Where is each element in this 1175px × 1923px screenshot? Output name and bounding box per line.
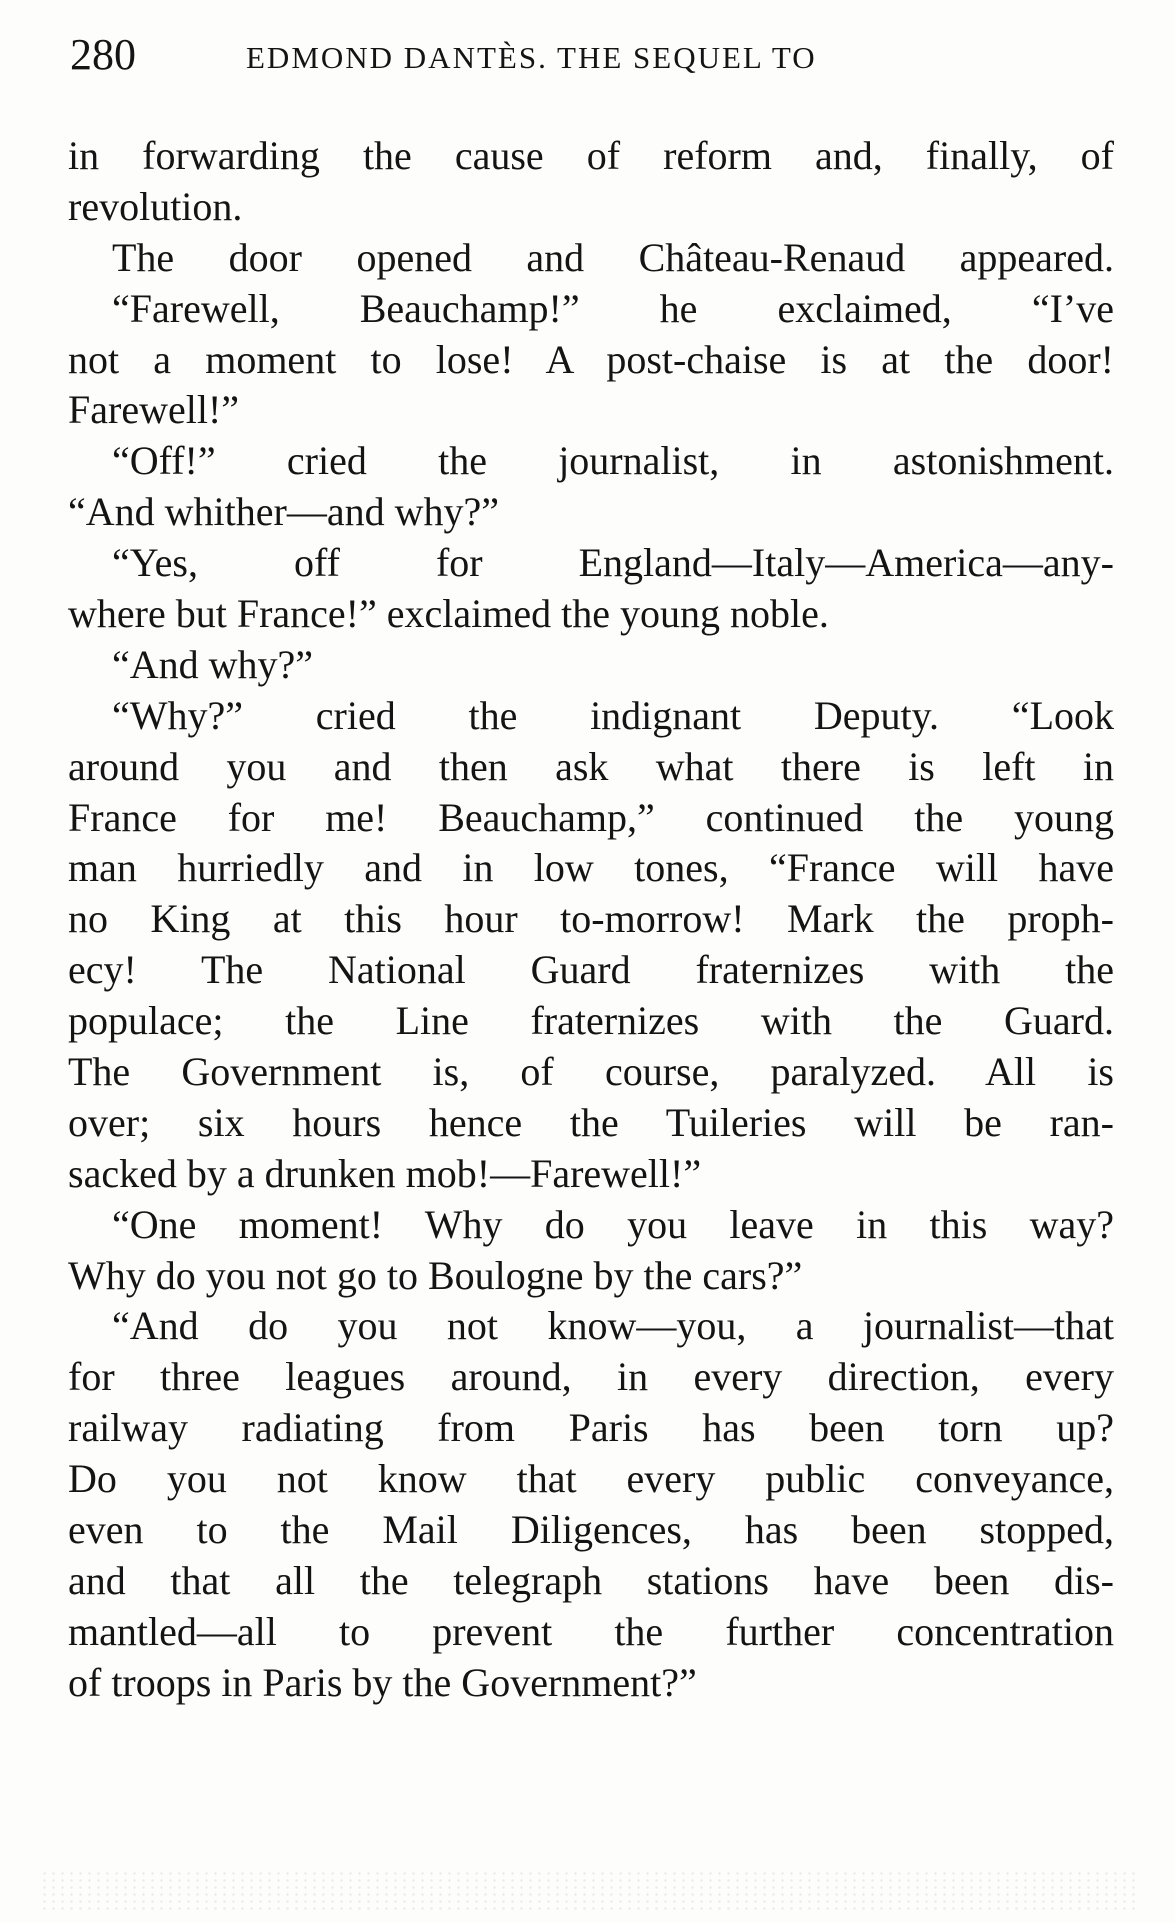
text-line: “And do you not know—you, a journalist—that [112, 1303, 1114, 1349]
paper-speckle [40, 1870, 1140, 1910]
text-line: in forwarding the cause of reform and, finally, of [68, 133, 1114, 178]
text-line: of troops in Paris by the Government?” [68, 1659, 697, 1705]
text-line: mantled—all to prevent the further concentration [68, 1608, 1114, 1654]
text-line: no King at this hour to-morrow! Mark the proph- [68, 896, 1114, 942]
text-line: revolution. [68, 183, 243, 229]
text-line: “Yes, off for England—Italy—America—any- [112, 540, 1114, 586]
text-line: over; six hours hence the Tuileries will be ran- [68, 1099, 1114, 1145]
text-line: Do you not know that every public conveyance, [68, 1456, 1114, 1502]
text-line: and that all the telegraph stations have been dis- [68, 1557, 1114, 1603]
text-line: ecy! The National Guard fraternizes with the [68, 947, 1114, 993]
text-line: “And why?” [112, 641, 314, 687]
text-line: not a moment to lose! A post-chaise is at the door! [68, 336, 1114, 382]
text-line: man hurriedly and in low tones, “France will have [68, 845, 1114, 891]
body-text [68, 131, 1114, 1709]
text-line: The Government is, of course, paralyzed. All is [68, 1049, 1114, 1095]
text-line: Farewell!” [68, 387, 240, 433]
text-line: France for me! Beauchamp,” continued the young [68, 794, 1114, 840]
text-line: “Off!” cried the journalist, in astonishment. [112, 438, 1114, 484]
text-line: “One moment! Why do you leave in this way? [112, 1201, 1114, 1247]
text-line: “Why?” cried the indignant Deputy. “Look [112, 692, 1114, 738]
text-line: “Farewell, Beauchamp!” he exclaimed, “I’ve [112, 285, 1114, 331]
text-line: railway radiating from Paris has been torn up? [68, 1405, 1114, 1451]
page-number: 280 [70, 30, 136, 79]
text-line: populace; the Line fraternizes with the Guard. [68, 998, 1114, 1044]
text-line: sacked by a drunken mob!—Farewell!” [68, 1150, 702, 1196]
running-head [70, 30, 1120, 80]
text-line: for three leagues around, in every direction, every [68, 1354, 1114, 1400]
text-line: where but France!” exclaimed the young noble. [68, 591, 829, 637]
text-line: “And whither—and why?” [68, 489, 499, 535]
text-line: The door opened and Château-Renaud appeared. [112, 234, 1114, 280]
running-title: EDMOND DANTÈS. THE SEQUEL TO [246, 40, 817, 75]
text-line: around you and then ask what there is left in [68, 743, 1114, 789]
text-line: Why do you not go to Boulogne by the cars?” [68, 1252, 803, 1298]
text-line: even to the Mail Diligences, has been stopped, [68, 1507, 1114, 1553]
